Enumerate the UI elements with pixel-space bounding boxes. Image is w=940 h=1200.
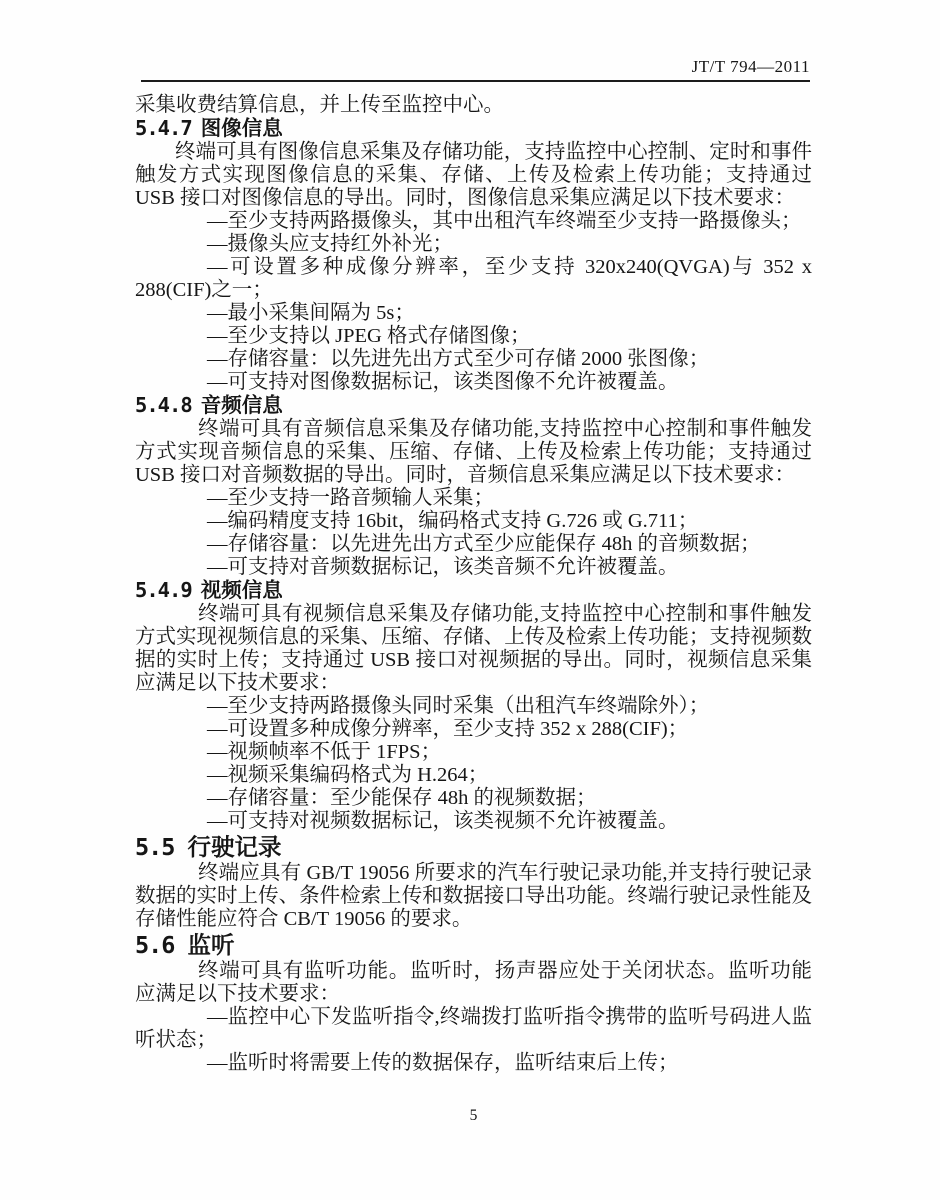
dash-item: —存储容量：以先进先出方式至少可存储 2000 张图像；: [207, 348, 710, 370]
dash-item: —可设置多种成像分辨率，至少支持 320x240(QVGA)与 352 x 288(CIF)之一；: [135, 256, 812, 301]
paragraph: 终端可具有视频信息采集及存储功能,支持监控中心控制和事件触发方式实现视频信息的采集、压缩、存储、上传及检索上传功能；支持视频数据的实时上传；支持通过 USB 接口对视频据的导出。同时，视频信息采集应满足以下技术要求：: [135, 603, 812, 694]
dash-item: —最小采集间隔为 5s；: [207, 302, 415, 324]
section-title: 视频信息: [200, 578, 283, 602]
dash-item: —可支持对图像数据标记，该类图像不允许被覆盖。: [207, 371, 679, 393]
paragraph-continuation: 采集收费结算信息，并上传至监控中心。: [135, 94, 504, 116]
dash-item: —至少支持以 JPEG 格式存储图像；: [207, 325, 531, 347]
section-heading-5-4-9: [135, 579, 812, 603]
section-heading-5-6: [135, 931, 812, 960]
document-body: [135, 94, 812, 1075]
section-heading-5-4-8: [135, 394, 812, 418]
page-footer: [135, 1107, 812, 1125]
dash-item: —视频帧率不低于 1FPS；: [207, 741, 442, 763]
section-heading-5-5: [135, 833, 812, 862]
dash-item: —视频采集编码格式为 H.264；: [207, 764, 489, 786]
dash-item: —可支持对音频数据标记，该类音频不允许被覆盖。: [207, 556, 679, 578]
section-number: 5.5: [135, 833, 175, 861]
dash-item: —摄像头应支持红外补光；: [207, 233, 453, 255]
dash-item: —监听时将需要上传的数据保存，监听结束后上传；: [207, 1052, 679, 1074]
dash-item: —可设置多种成像分辨率，至少支持 352 x 288(CIF)；: [207, 718, 689, 740]
section-number: 5.4.7: [135, 116, 192, 140]
page-header: [141, 57, 810, 82]
dash-item: —监控中心下发监听指令,终端拨打监听指令携带的监听号码进人监听状态；: [135, 1006, 812, 1051]
doc-number: JT/T 794—2011: [691, 57, 810, 76]
section-title: 行驶记录: [187, 833, 282, 861]
dash-item: —至少支持两路摄像头同时采集（出租汽车终端除外）；: [207, 695, 710, 717]
dash-item: —存储容量：以先进先出方式至少应能保存 48h 的音频数据；: [207, 533, 761, 555]
section-number: 5.6: [135, 931, 175, 959]
paragraph: 终端应具有 GB/T 19056 所要求的汽车行驶记录功能,并支持行驶记录数据的实时上传、条件检索上传和数据接口导出功能。终端行驶记录性能及存储性能应符合 CB/T 19056 的要求。: [135, 862, 812, 930]
dash-item: —编码精度支持 16bit，编码格式支持 G.726 或 G.711；: [207, 510, 699, 532]
dash-item: —至少支持两路摄像头，其中出租汽车终端至少支持一路摄像头；: [207, 210, 802, 232]
paragraph: 终端可具有音频信息采集及存储功能,支持监控中心控制和事件触发方式实现音频信息的采集、压缩、存储、上传及检索上传功能；支持通过 USB 接口对音频数据的导出。同时，音频信息采集应满足以下技术要求：: [135, 418, 812, 486]
page-number: 5: [469, 1107, 478, 1124]
dash-item: —可支持对视频数据标记，该类视频不允许被覆盖。: [207, 810, 679, 832]
section-number: 5.4.8: [135, 393, 192, 417]
dash-item: —存储容量：至少能保存 48h 的视频数据；: [207, 787, 597, 809]
section-number: 5.4.9: [135, 578, 192, 602]
paragraph: 终端可具有监听功能。监听时，扬声器应处于关闭状态。监听功能应满足以下技术要求：: [135, 960, 812, 1005]
section-heading-5-4-7: [135, 117, 812, 141]
paragraph: 终端可具有图像信息采集及存储功能，支持监控中心控制、定时和事件触发方式实现图像信息的采集、存储、上传及检索上传功能；支持通过 USB 接口对图像信息的导出。同时，图像信息采集应满足以下技术要求：: [135, 141, 812, 209]
dash-item: —至少支持一路音频输人采集；: [207, 487, 494, 509]
section-title: 监听: [187, 931, 235, 959]
section-title: 图像信息: [200, 116, 283, 140]
section-title: 音频信息: [200, 393, 283, 417]
